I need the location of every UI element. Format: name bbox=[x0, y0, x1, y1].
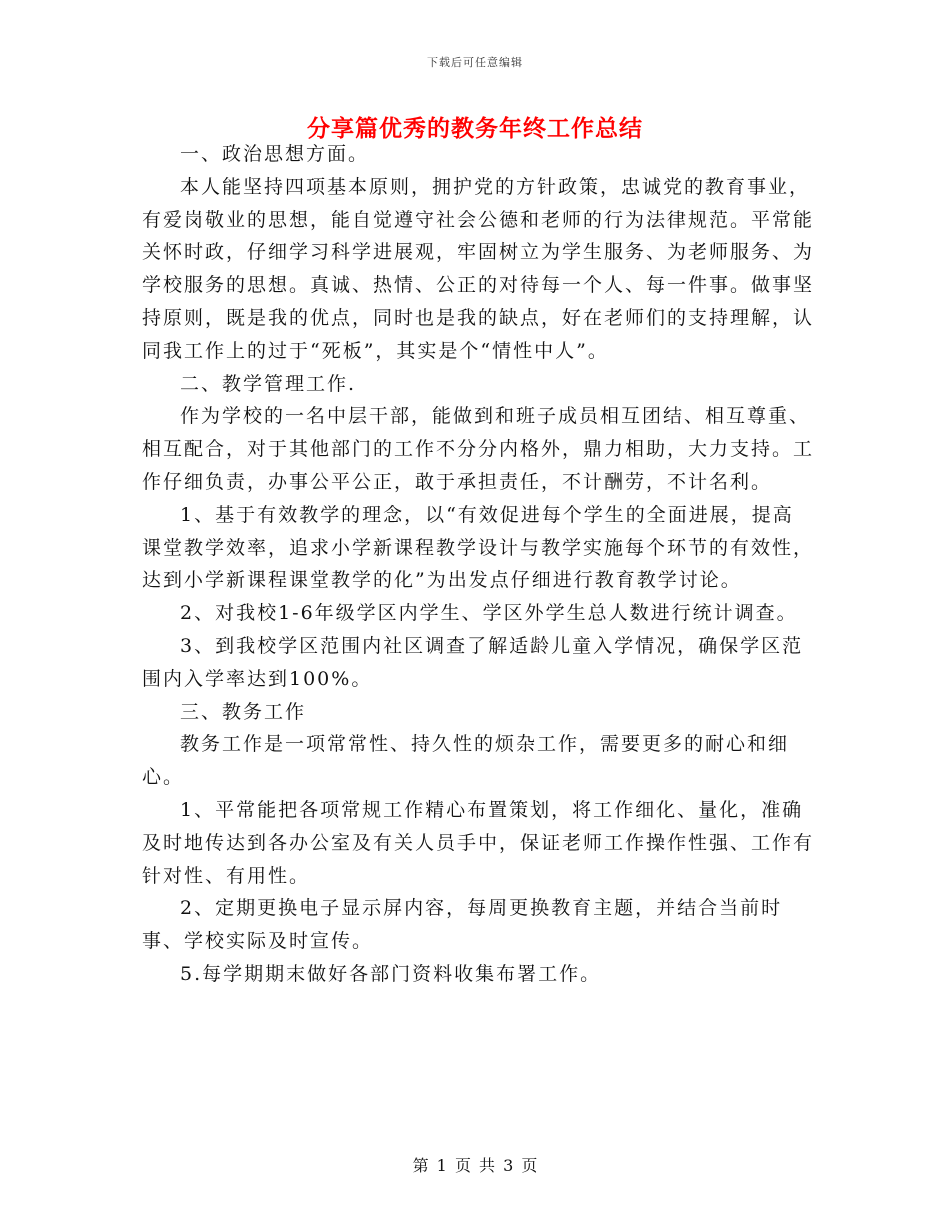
paragraph-teaching-management: 作为学校的一名中层干部，能做到和班子成员相互团结、相互尊重、相互配合，对于其他部门的工作不分分内格外，鼎力相助，大力支持。工作仔细负责，办事公平公正，敢于承担责任，不计酬劳，不计名利。 bbox=[142, 405, 815, 493]
page-header: 下载后可任意编辑 bbox=[427, 56, 523, 69]
list-item-display-screen: 2、定期更换电子显示屏内容，每周更换教育主题，并结合当前时事、学校实际及时宣传。 bbox=[142, 897, 783, 953]
section-heading-teaching-management: 二、教学管理工作. bbox=[180, 372, 357, 395]
list-item-routine-work: 1、平常能把各项常规工作精心布置策划，将工作细化、量化，准确及时地传达到各办公室及有关人员手中，保证老师工作操作性强、工作有针对性、有用性。 bbox=[142, 798, 815, 887]
paragraph-academic-affairs: 教务工作是一项常常性、持久性的烦杂工作，需要更多的耐心和细心。 bbox=[142, 733, 790, 789]
paragraph-politics: 本人能坚持四项基本原则，拥护党的方针政策，忠诚党的教育事业，有爱岗敬业的思想，能自觉遵守社会公德和老师的行为法律规范。平常能关怀时政，仔细学习科学进展观，牢固树立为学生服务、为老师服务、为学校服务的思想。真诚、热情、公正的对待每一个人、每一件事。做事坚持原则，既是我的优点，同时也是我的缺点，好在老师们的支持理解，认同我工作上的过于“死板”，其实是个“情性中人”。 bbox=[142, 175, 815, 362]
document-body bbox=[142, 138, 814, 991]
list-item-enrollment-survey: 3、到我校学区范围内社区调查了解适龄儿童入学情况，确保学区范围内入学率达到100%。 bbox=[142, 634, 804, 690]
page-footer: 第 1 页 共 3 页 bbox=[412, 1156, 538, 1175]
list-item-effective-teaching: 1、基于有效教学的理念，以“有效促进每个学生的全面进展，提高课堂教学效率，追求小学新课程教学设计与教学实施每个环节的有效性，达到小学新课程课堂教学的化”为出发点仔细进行教育教学讨论。 bbox=[142, 503, 815, 592]
section-heading-academic-affairs: 三、教务工作 bbox=[180, 700, 307, 723]
document-title: 分享篇优秀的教务年终工作总结 bbox=[307, 115, 643, 142]
section-heading-politics: 一、政治思想方面。 bbox=[180, 143, 370, 165]
list-item-term-end: 5.每学期期末做好各部门资料收集布署工作。 bbox=[180, 962, 602, 985]
list-item-student-survey: 2、对我校1-6年级学区内学生、学区外学生总人数进行统计调查。 bbox=[180, 602, 798, 625]
